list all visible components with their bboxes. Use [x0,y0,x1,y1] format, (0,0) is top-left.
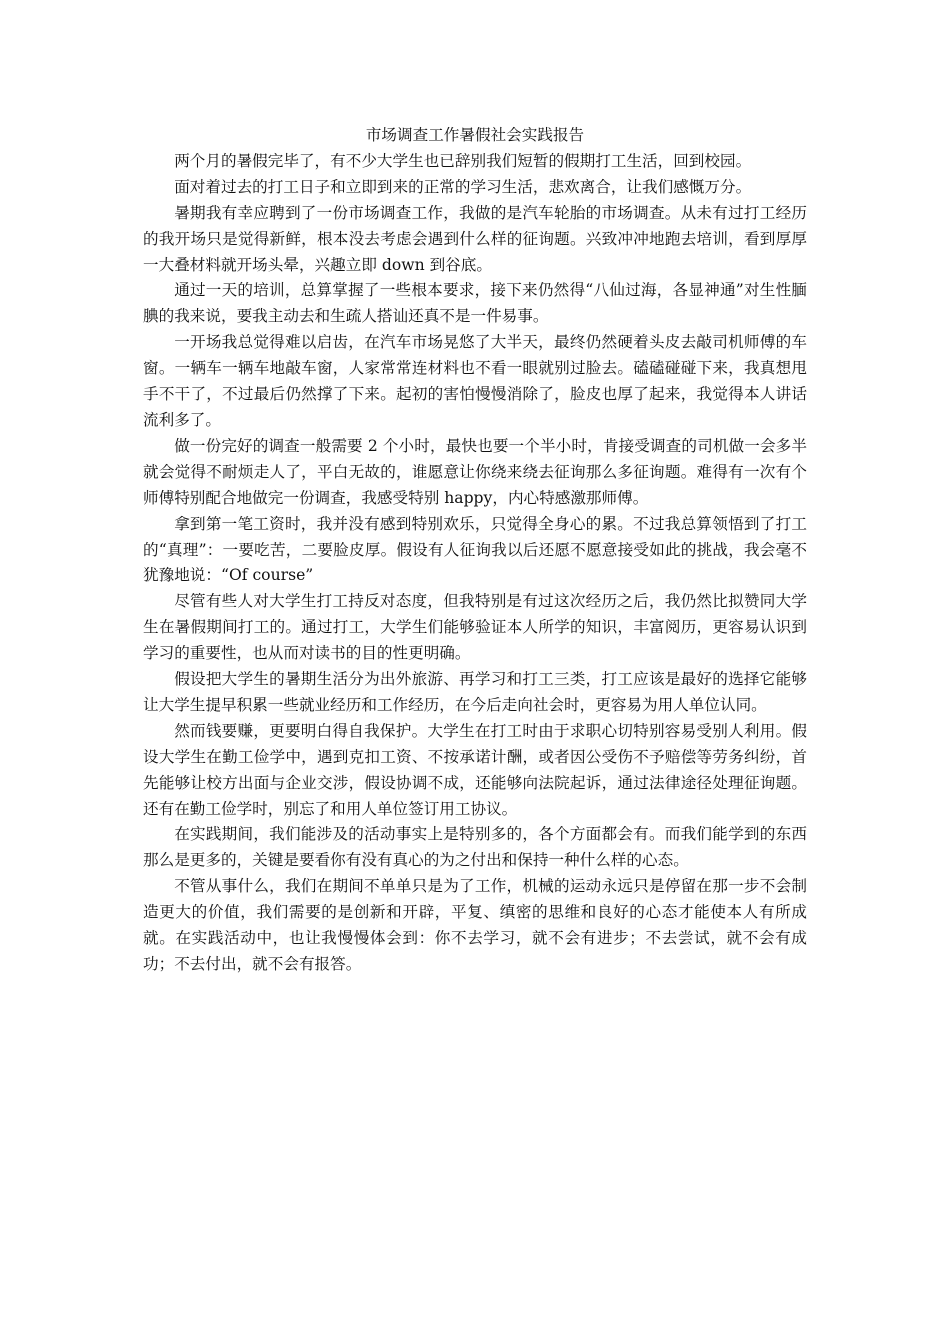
document-title: 市场调查工作暑假社会实践报告 [365,126,585,144]
paragraph: 假设把大学生的暑期生活分为出外旅游、再学习和打工三类，打工应该是最好的选择它能够让大学生提早积累一些就业经历和工作经历，在今后走向社会时，更容易为用人单位认同。 [143,670,807,714]
paragraph: 不管从事什么，我们在期间不单单只是为了工作，机械的运动永远只是停留在那一步不会制造更大的价值，我们需要的是创新和开辟，平复、缜密的思维和良好的心态才能使本人有所成就。在实践活动中，也让我慢慢体会到：你不去学习，就不会有进步；不去尝试，就不会有成功；不去付出，就不会有报答。 [143,877,807,973]
paragraph: 尽管有些人对大学生打工持反对态度，但我特别是有过这次经历之后，我仍然比拟赞同大学生在暑假期间打工的。通过打工，大学生们能够验证本人所学的知识，丰富阅历，更容易认识到学习的重要性，也从而对读书的目的性更明确。 [143,592,807,663]
paragraph: 然而钱要赚，更要明白得自我保护。大学生在打工时由于求职心切特别容易受别人利用。假设大学生在勤工俭学中，遇到克扣工资、不按承诺计酬，或者因公受伤不予赔偿等劳务纠纷，首先能够让校方出面与企业交涉，假设协调不成，还能够向法院起诉，通过法律途径处理征询题。还有在勤工俭学时，别忘了和用人单位签订用工协议。 [143,721,807,818]
paragraph: 暑期我有幸应聘到了一份市场调查工作，我做的是汽车轮胎的市场调查。从未有过打工经历的我开场只是觉得新鲜，根本没去考虑会遇到什么样的征询题。兴致冲冲地跑去培训，看到厚厚一大叠材料就开场头晕，兴趣立即 down 到谷底。 [143,203,807,274]
paragraph: 面对着过去的打工日子和立即到来的正常的学习生活，悲欢离合，让我们感慨万分。 [174,177,752,196]
paragraph: 通过一天的培训，总算掌握了一些根本要求，接下来仍然得“八仙过海，各显神通”对生性腼腆的我来说，要我主动去和生疏人搭讪还真不是一件易事。 [143,281,807,326]
paragraph: 两个月的暑假完毕了，有不少大学生也已辞别我们短暂的假期打工生活，回到校园。 [174,151,752,170]
document-body [143,123,807,978]
paragraph: 一开场我总觉得难以启齿，在汽车市场晃悠了大半天，最终仍然硬着头皮去敲司机师傅的车窗。一辆车一辆车地敲车窗，人家常常连材料也不看一眼就别过脸去。磕磕碰碰下来，我真想甩手不干了，不过最后仍然撑了下来。起初的害怕慢慢消除了，脸皮也厚了起来，我觉得本人讲话流利多了。 [143,333,807,429]
paragraph: 在实践期间，我们能涉及的活动事实上是特别多的，各个方面都会有。而我们能学到的东西那么是更多的，关键是要看你有没有真心的为之付出和保持一种什么样的心态。 [143,825,807,870]
paragraph: 做一份完好的调查一般需要 2 个小时，最快也要一个半小时，肯接受调查的司机做一会多半就会觉得不耐烦走人了，平白无故的，谁愿意让你绕来绕去征询那么多征询题。难得有一次有个师傅特别配合地做完一份调查，我感受特别 happy，内心特感激那师傅。 [143,436,807,507]
paragraph: 拿到第一笔工资时，我并没有感到特别欢乐，只觉得全身心的累。不过我总算领悟到了打工的“真理”：一要吃苦，二要脸皮厚。假设有人征询我以后还愿不愿意接受如此的挑战，我会毫不犹豫地说：“Of course” [143,514,807,585]
